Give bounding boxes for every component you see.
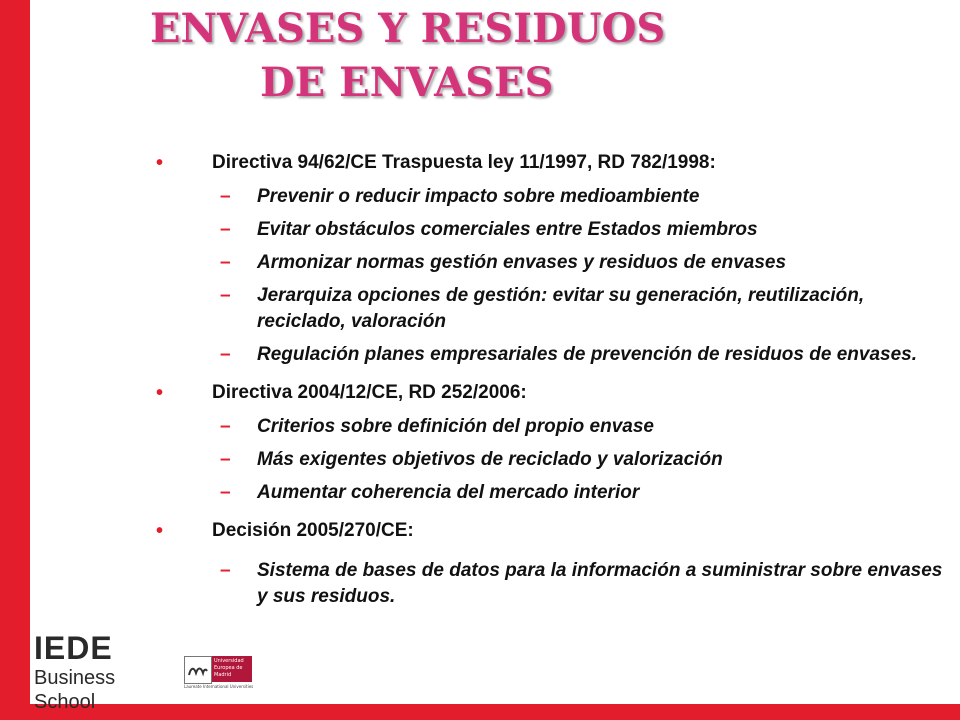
dash-icon: – xyxy=(220,482,231,503)
slide-content xyxy=(150,150,950,622)
dash-icon: – xyxy=(220,285,231,306)
list-item: – Aumentar coherencia del mercado interior xyxy=(150,480,950,506)
iede-logo xyxy=(34,630,164,714)
uem-mark-icon xyxy=(184,656,212,684)
sub-list xyxy=(150,414,950,506)
uem-text-box: Universidad Europea de Madrid xyxy=(212,656,252,682)
dash-icon: – xyxy=(220,560,231,581)
bullet-heading: Directiva 94/62/CE Traspuesta ley 11/1997, RD 782/1998: xyxy=(212,152,716,173)
page-title xyxy=(60,2,760,110)
dash-icon: – xyxy=(220,252,231,273)
list-item: – Criterios sobre definición del propio envase xyxy=(150,414,950,440)
list-item: – Armonizar normas gestión envases y residuos de envases xyxy=(150,250,950,276)
sub-list xyxy=(150,184,950,368)
sub-list xyxy=(150,558,950,610)
bullet-dot-icon: • xyxy=(156,520,164,542)
bullet-decision-2005-270 xyxy=(150,518,950,544)
list-item: – Jerarquiza opciones de gestión: evitar su generación, reutilización, reciclado, valoración xyxy=(220,285,865,332)
dash-icon: – xyxy=(220,344,231,365)
bullet-directiva-94-62 xyxy=(150,150,950,176)
iede-logo-text: IEDE xyxy=(34,630,113,666)
title-line-2: DE ENVASES xyxy=(260,59,554,106)
left-red-bar xyxy=(0,0,30,720)
uem-subtext: Laureate International Universities xyxy=(184,684,254,689)
bullet-directiva-2004-12 xyxy=(150,380,950,406)
dash-icon: – xyxy=(220,186,231,207)
bullet-dot-icon: • xyxy=(156,152,164,174)
bullet-heading: Decisión 2005/270/CE: xyxy=(212,520,414,541)
uem-logo xyxy=(184,656,254,692)
dash-icon: – xyxy=(220,416,231,437)
business-school-text: Business School xyxy=(34,667,116,713)
dash-icon: – xyxy=(220,219,231,240)
dash-icon: – xyxy=(220,449,231,470)
list-item: – Regulación planes empresariales de prevención de residuos de envases. xyxy=(150,342,950,368)
list-item: – Sistema de bases de datos para la información a suministrar sobre envases y sus residuos. xyxy=(220,560,943,607)
list-item: – Prevenir o reducir impacto sobre medioambiente xyxy=(150,184,950,210)
bullet-heading: Directiva 2004/12/CE, RD 252/2006: xyxy=(212,382,527,403)
bullet-dot-icon: • xyxy=(156,382,164,404)
title-line-1: ENVASES Y RESIDUOS xyxy=(150,5,666,52)
list-item: – Más exigentes objetivos de reciclado y valorización xyxy=(150,447,950,473)
list-item: – Evitar obstáculos comerciales entre Estados miembros xyxy=(150,217,950,243)
